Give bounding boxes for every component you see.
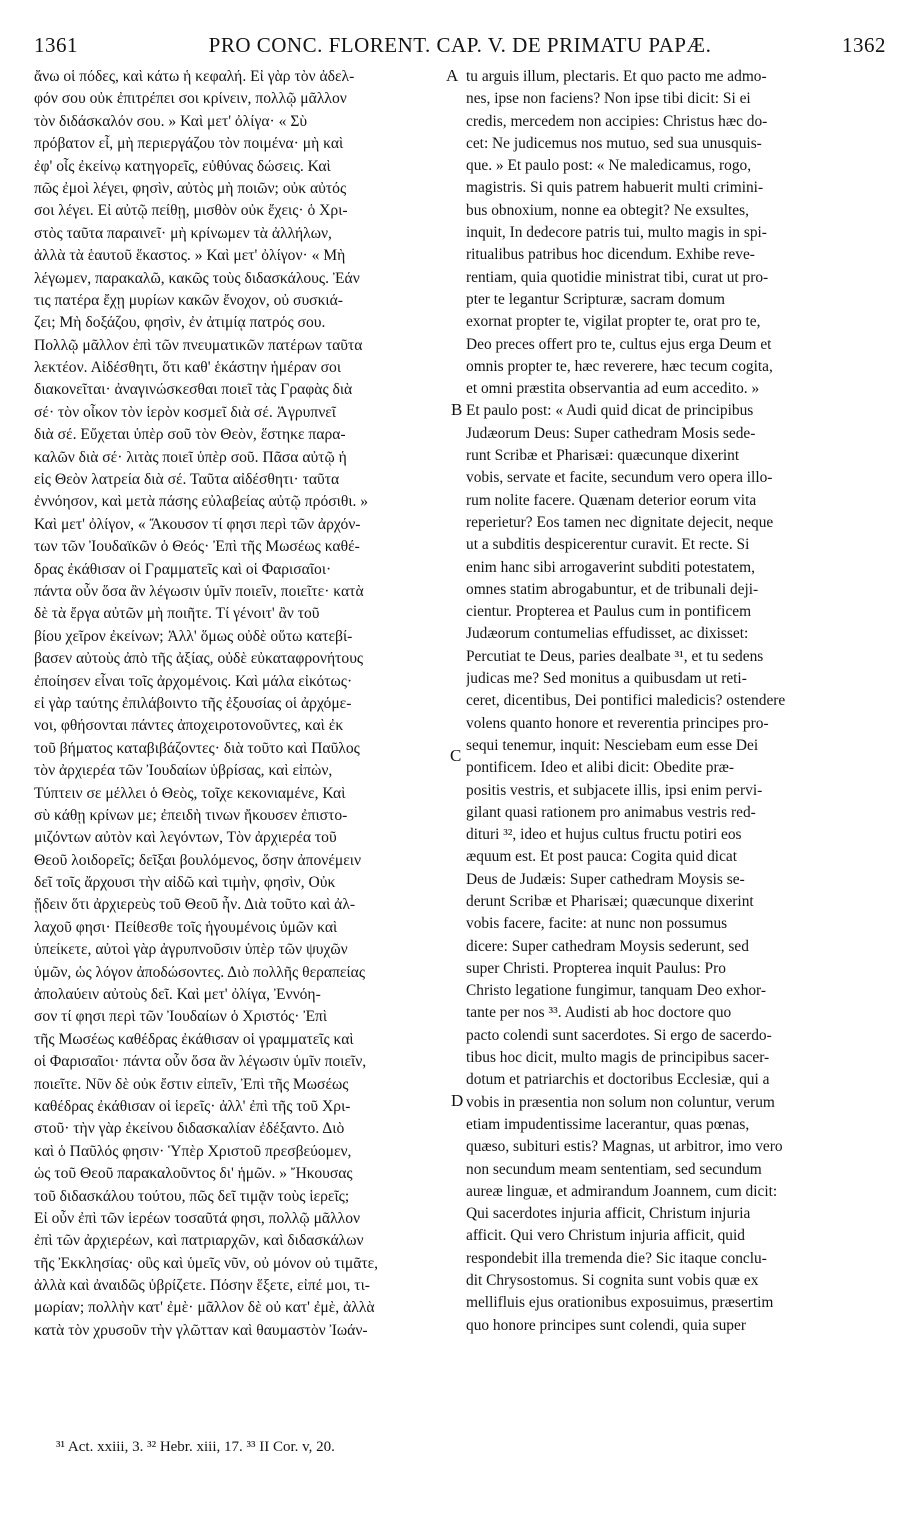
latin-text-line: reperietur? Eos tamen nec dignitate dejecit, neque [466,513,774,531]
latin-text-line: mellifluis ejus orationibus exposuimus, præsertim [466,1294,774,1312]
latin-text-line: pter te legantur Scripturæ, sacram domum [466,290,726,308]
greek-text-line: ἀπολαύειν αὐτοὺς δεῖ. Καὶ μετ' ὀλίγα, Ἐννόη- [34,986,321,1004]
latin-text-column [466,66,882,1396]
latin-text-line: ceret, dicentibus, Dei pontifici maledicis? ostendere [466,692,786,710]
greek-text-line: ἐφ' οἷς ἐκείνῳ κατηγορεῖς, εὐθύνας δώσεις. Καὶ [34,157,331,175]
greek-text-line: τὸν ἀρχιερέα τῶν Ἰουδαίων ὑβρίσας, καὶ εἰπὼν, [34,762,333,780]
greek-text-line: βασεν αὐτοὺς ἀπὸ τῆς ἀξίας, οὐδὲ εὐκαταφρονήτους [34,650,364,668]
greek-text-line: ἐννόησον, καὶ μετὰ πάσης εὐλαβείας αὐτῷ πρόσιθι. » [34,493,369,511]
latin-text-line: cet: Ne judicemus nos mutuo, sed sua unusquis- [466,134,762,152]
latin-text-line: quo honore principes sunt colendi, quia super [466,1316,746,1334]
greek-text-column [34,66,444,1396]
greek-text-line: Εἰ οὖν ἐπὶ τῶν ἱερέων τοσαῦτά φησι, πολλῷ μᾶλλον [34,1209,361,1227]
section-marker-d: D [451,1091,464,1110]
latin-text-line: ritualibus patribus hoc dicendum. Exhibe reve- [466,246,755,264]
greek-text-line: λαχοῦ φησι· Πείθεσθε τοῖς ἡγουμένοις ὑμῶν καὶ [34,918,338,936]
latin-text-line: que. » Et paulo post: « Ne maledicamus, rogo, [466,157,752,175]
greek-text-line: εἰς Θεὸν λατρεία διὰ σέ. Ταῦτα αἰδέσθητι· ταῦτα [34,471,340,489]
latin-text-line: magistris. Si quis patrem habuerit multi crimini- [466,179,764,197]
running-title: PRO CONC. FLORENT. CAP. V. DE PRIMATU PAPÆ. [208,33,712,57]
greek-text-line: πάντα οὖν ὅσα ἂν λέγωσιν ὑμῖν ποιεῖν, ποιεῖτε· κατὰ [34,582,364,600]
latin-text-line: sequi tenemur, inquit: Nesciebam eum esse Dei [466,736,759,754]
latin-text-line: enim hanc sibi arrogaverint subditi potestatem, [466,558,755,576]
latin-text-line: inquit, In dedecore patris tui, multo magis in spi- [466,224,767,242]
greek-text-line: σὺ κάθῃ κρίνων με; ἐπειδὴ τινων ἤκουσεν ἐπιστο- [34,806,348,824]
greek-text-line: καλῶν διὰ σέ· λιτὰς ποιεῖ ὑπὲρ σοῦ. Πᾶσα αὐτῷ ἡ [34,448,347,466]
latin-text-line: vobis facere, facite: at nunc non possumus [466,915,728,933]
greek-text-line: καὶ ὁ Παῦλός φησιν· Ὑπὲρ Χριστοῦ πρεσβεύομεν, [34,1142,352,1160]
greek-text-line: λέγωμεν, παρακαλῶ, κακῶς τοὺς διδασκάλους. Ἐάν [34,269,360,287]
greek-text-line: βίου χεῖρον ἐκείνων; Ἀλλ' ὅμως οὐδὲ οὕτω κατεβί- [34,627,353,645]
greek-text-line: ἀλλὰ καὶ ἀναιδῶς ὑβρίζετε. Πόσην ἕξετε, εἰπέ μοι, τι- [34,1277,370,1295]
footnotes: ³¹ Act. xxiii, 3. ³² Hebr. xiii, 17. ³³ II Cor. v, 20. [56,1439,335,1455]
section-marker-c: C [450,746,462,765]
latin-text-line: nes, ipse non faciens? Non ipse tibi dicit: Si ei [466,90,751,108]
latin-text-line: exornat propter te, vigilat propter te, orat pro te, [466,313,761,331]
greek-text-line: δρας ἐκάθισαν οἱ Γραμματεῖς καὶ οἱ Φαρισαῖοι· [34,560,332,578]
latin-text-line: rentiam, quia quotidie ministrat tibi, curat ut pro- [466,268,769,286]
page-number-left: 1361 [34,33,78,57]
greek-text-line: εἰ γὰρ ταύτης ἐπιλάβοιντο τῆς ἐξουσίας οἱ ἀρχόμε- [34,694,352,712]
latin-text-line: dotum et patriarchis et doctoribus Ecclesiæ, qui a [466,1071,770,1089]
greek-text-line: Τύπτειν σε μέλλει ὁ Θεὸς, τοῖχε κεκονιαμένε, Καὶ [34,784,346,802]
greek-text-line: Θεοῦ λοιδορεῖς; δεῖξαι βουλόμενος, ὅσην ἀπονέμειν [34,851,362,869]
latin-text-line: dicere: Super cathedram Moysis sederunt, sed [466,937,749,955]
latin-text-line: runt Scribæ et Pharisæi: quæcunque dixerint [466,447,740,465]
greek-text-line: ζει; Μὴ δοξάζου, φησὶν, ἐν ἀτιμίᾳ πατρός σου. [34,314,326,332]
latin-text-line: ut a subditis despicerentur curavit. Et recte. Si [466,536,750,554]
latin-text-line: vobis in præsentia non solum non coluntur, verum [466,1093,775,1111]
greek-text-line: ὑπείκετε, αὐτοὶ γὰρ ἀγρυπνοῦσιν ὑπὲρ τῶν ψυχῶν [34,941,348,959]
latin-text-line: æquum est. Et post pauca: Cogita quid dicat [466,848,738,866]
greek-text-line: ὑμῶν, ὡς λόγον ἀποδώσοντες. Διὸ πολλῆς θεραπείας [34,963,366,981]
latin-text-line: tu arguis illum, plectaris. Et quo pacto me admo- [466,68,767,85]
latin-text-line: et omni præstita observantia ad eum accedito. » [466,380,760,398]
latin-text-line: dit Chrysostomus. Si cognita sunt vobis quæ ex [466,1272,759,1290]
greek-text-line: τις πατέρα ἔχῃ μυρίων κακῶν ἔνοχον, οὐ συσκιά- [34,291,343,309]
greek-text-line: τοῦ βήματος καταβιβάζοντες· διὰ τοῦτο καὶ Παῦλος [34,739,360,757]
latin-text-line: rum nolite facere. Quænam deterior eorum vita [466,491,757,509]
latin-text-line: omnes statim abrogabuntur, et de tribunali deji- [466,580,759,598]
greek-text-line: καθέδρας ἐκάθισαν οἱ ἱερεῖς· ἀλλ' ἐπὶ τῆς τοῦ Χρι- [34,1097,351,1115]
latin-text-line: omnis propter te, hæc reverere, hæc tecum cogita, [466,357,773,375]
greek-text-line: Πολλῷ μᾶλλον ἐπὶ τῶν πνευματικῶν πατέρων ταῦτα [34,336,363,354]
greek-text-line: δὲ τὰ ἔργα αὐτῶν μὴ ποιῆτε. Τί γένοιτ' ἂν τοῦ [34,605,320,623]
latin-text-line: Et paulo post: « Audi quid dicat de principibus [466,402,754,420]
greek-text-line: φόν σου οὐκ ἐπιτρέπει σοι κρίνειν, πολλῷ μᾶλλον [34,90,347,108]
greek-text-line: μωρίαν; πολλὴν κατ' ἐμὲ· μᾶλλον δὲ οὐ κατ' ἐμὲ, ἀλλὰ [34,1299,375,1317]
greek-text-line: οἱ Φαρισαῖοι· πάντα οὖν ὅσα ἂν λέγωσιν ὑμῖν ποιεῖν, [34,1053,367,1071]
greek-text-line: νοι, φθήσονται πάντες ἀποχειροτονοῦντες, καὶ ἐκ [34,717,344,735]
latin-text-line: credis, mercedem non accipies: Christus hæc do- [466,112,768,130]
greek-text-line: Καὶ μετ' ὀλίγον, « Ἄκουσον τί φησι περὶ τῶν ἀρχόν- [34,515,361,533]
latin-text-line: Christo legatione fungimur, tanquam Deo exhor- [466,982,766,1000]
page-number-right: 1362 [842,33,886,57]
greek-text-line: σέ· τὸν οἶκον τὸν ἱερὸν κοσμεῖ διὰ σέ. Ἀγρυπνεῖ [34,403,336,421]
latin-text-line: volens quanto honore et reverentia principes pro- [466,714,769,732]
greek-text-line: ἐποίησεν εἶναι τοῖς ἀρχομένοις. Καὶ μάλα εἰκότως· [34,672,353,690]
greek-text-line: τῆς Μωσέως καθέδρας ἐκάθισαν οἱ γραμματεῖς καὶ [34,1030,354,1048]
latin-text-line: super Christi. Propterea inquit Paulus: Pro [466,959,726,977]
section-marker-a: A [446,66,459,85]
latin-text-line: dituri ³², ideo et hujus cultus fructu potiri eos [466,826,742,844]
greek-text-line: ποιεῖτε. Νῦν δὲ οὐκ ἔστιν εἰπεῖν, Ἐπὶ τῆς Μωσέως [34,1075,349,1093]
latin-text-line: tante per nos ³³. Audisti ab hoc doctore quo [466,1004,732,1022]
greek-text-line: διακονεῖται· ἀναγινώσκεσθαι ποιεῖ τὰς Γραφὰς διὰ [34,381,353,399]
latin-text-line: non secundum meam sententiam, sed secundum [466,1160,762,1178]
greek-text-line: ᾔδειν ὅτι ἀρχιερεὺς τοῦ Θεοῦ ἦν. Διὰ τοῦτο καὶ ἀλ- [34,896,356,914]
greek-text-line: ἐπὶ τῶν ἀρχιερέων, καὶ πατριαρχῶν, καὶ διδασκάλων [34,1232,364,1250]
greek-text-line: διὰ σέ. Εὔχεται ὑπὲρ σοῦ τὸν Θεὸν, ἕστηκε παρα- [34,426,346,444]
greek-text-line: σοι λέγει. Εἰ αὐτῷ πείθῃ, μισθὸν οὐκ ἔχεις· ὁ Χρι- [34,202,348,220]
greek-text-line: ἀλλὰ τὰ ἑαυτοῦ ἕκαστος. » Καὶ μετ' ὀλίγον· « Μὴ [34,247,346,265]
greek-text-line: δεῖ τοῖς ἄρχουσι τὴν αἰδῶ καὶ τιμὴν, φησὶν, Οὐκ [34,874,336,892]
greek-text-line: πρόβατον εἶ, μὴ περιεργάζου τὸν ποιμένα· μὴ καὶ [34,135,344,153]
latin-text-line: Judæorum Deus: Super cathedram Mosis sede- [466,424,756,442]
greek-text-line: πῶς ἐμοὶ λέγει, φησὶν, αὐτὸς μὴ ποιῶν; οὐκ αὐτός [34,179,347,197]
latin-text-line: quæso, subituri estis? Magnas, ut arbitror, imo vero [466,1138,783,1156]
latin-text-line: aureæ linguæ, et admirandum Joannem, cum dicit: [466,1182,778,1200]
section-marker-b: B [451,400,463,419]
latin-text-line: cientur. Propterea et Paulus cum in pontificem [466,603,752,621]
latin-text-line: judicas me? Sed monitus a quibusdam ut reti- [466,670,747,688]
greek-text-line: των τῶν Ἰουδαϊκῶν ὁ Θεός· Ἐπὶ τῆς Μωσέως καθέ- [34,538,360,556]
greek-text-line: στοῦ· τὴν γὰρ ἐκείνου διδασκαλίαν ἐδέξαντο. Διὸ [34,1120,345,1138]
greek-text-line: στὸς ταῦτα παραινεῖ· μὴ κρίνωμεν τὰ ἀλλήλων, [34,224,332,242]
latin-text-line: respondebit illa tremenda die? Sic itaque conclu- [466,1249,767,1267]
latin-text-line: positis vestris, et subjacete illis, ipsi enim pervi- [466,781,763,799]
greek-text-line: κατὰ τὸν χρυσοῦν τὴν γλῶτταν καὶ θαυμαστὸν Ἰωάν- [34,1321,368,1339]
latin-text-line: pontificem. Ideo et alibi dicit: Obedite præ- [466,759,734,777]
latin-text-line: Deo preces offert pro te, cultus ejus erga Deum et [466,335,772,353]
latin-text-line: Deus de Judæis: Super cathedram Moysis se- [466,870,745,888]
latin-text-line: afficit. Qui vero Christum injuria afficit, quid [466,1227,745,1245]
greek-text-line: μιζόντων αὐτὸν καὶ λεγόντων, Τὸν ἀρχιερέα τοῦ [34,829,337,847]
latin-text-line: gilant quasi rationem pro animabus vestris red- [466,803,756,821]
greek-text-line: τῆς Ἐκκλησίας· οὓς καὶ ὑμεῖς νῦν, οὐ μόνον οὐ τιμᾶτε, [34,1254,379,1272]
greek-text-line: τὸν διδάσκαλόν σου. » Καὶ μετ' ὀλίγα· « Σὺ [34,112,308,130]
latin-text-line: Judæorum contumelias effudisset, ac dixisset: [466,625,749,643]
latin-text-line: vobis, servate et facite, secundum vero opera illo- [466,469,773,487]
latin-text-line: derunt Scribæ et Pharisæi; quæcunque dixerint [466,892,754,910]
latin-text-line: tibus hoc dicit, multo magis de principibus sacer- [466,1049,770,1067]
greek-text-line: λεκτέον. Αἰδέσθητι, ὅτι καθ' ἑκάστην ἡμέραν σοι [34,359,342,377]
greek-text-line: τοῦ διδασκάλου τούτου, πῶς δεῖ τιμᾷν τοὺς ἱερεῖς; [34,1187,350,1205]
latin-text-line: pacto colendi sunt sacerdotes. Si ergo de sacerdo- [466,1026,772,1044]
greek-text-line: ὡς τοῦ Θεοῦ παρακαλοῦντος δι' ἡμῶν. » Ἤκουσας [34,1165,353,1183]
greek-text-line: ἄνω οἱ πόδες, καὶ κάτω ἡ κεφαλή. Εἰ γὰρ τὸν ἀδελ- [34,68,355,85]
latin-text-line: Percutiat te Deus, paries dealbate ³¹, et tu sedens [466,647,764,665]
page-header [34,30,886,62]
latin-text-line: Qui sacerdotes injuria afficit, Christum injuria [466,1205,751,1223]
latin-text-line: etiam impudentissime lacerantur, quas pœnas, [466,1115,750,1133]
greek-text-line: σον τί φησι περὶ τῶν Ἰουδαίων ὁ Χριστός· Ἐπὶ [34,1008,328,1026]
latin-text-line: bus obnoxium, nonne ea obtegit? Ne exsultes, [466,201,749,219]
